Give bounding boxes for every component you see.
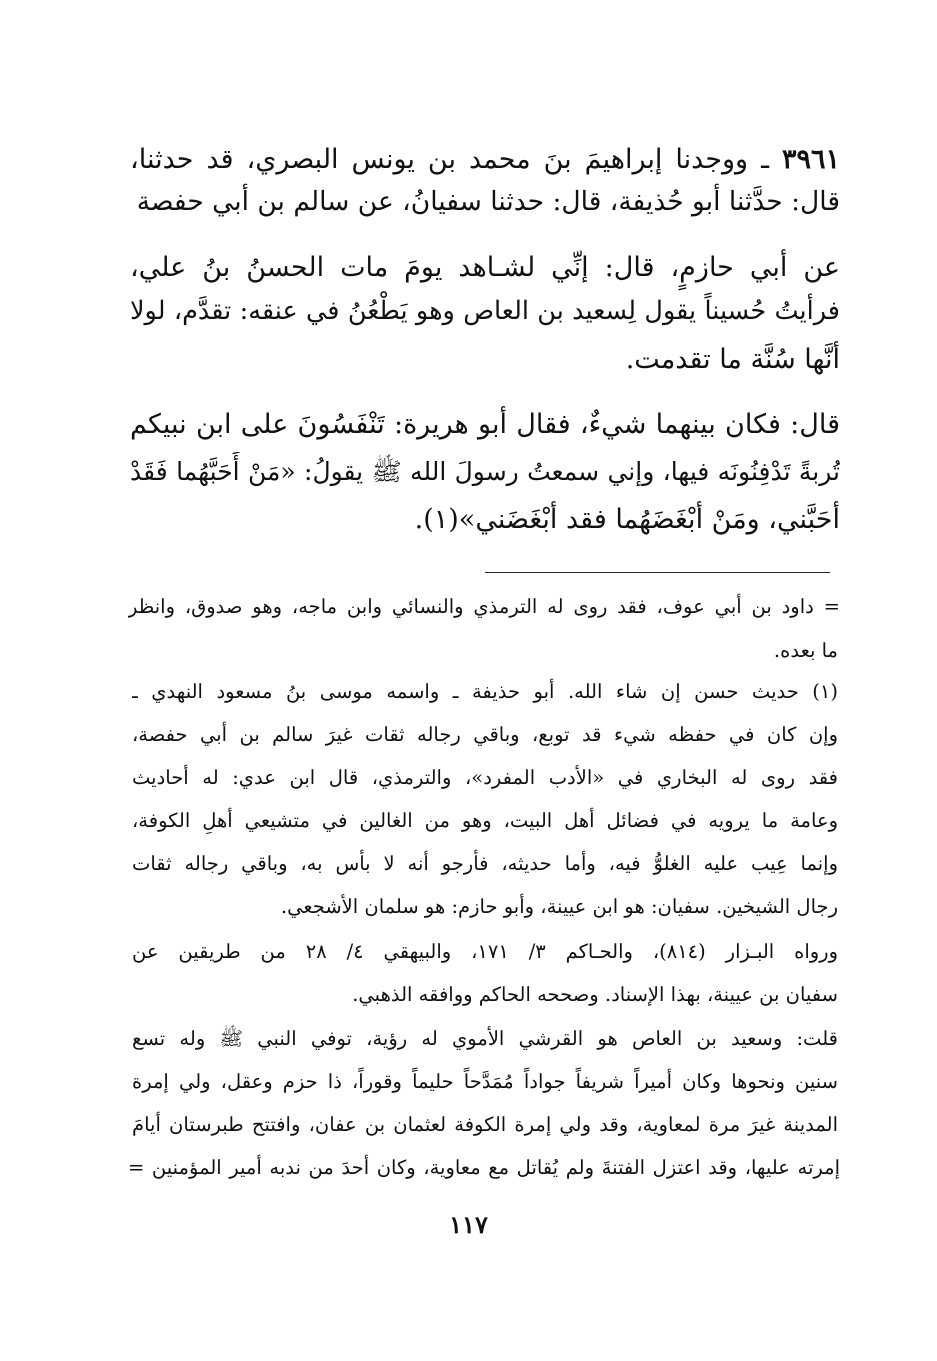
main-line: أَحَبَّني، ومَنْ أَبْغَضَهُما فقد أَبْغَضَني»(١). [414, 504, 840, 535]
footnote-line: المدينة غيرَ مرة لمعاوية، وقد ولي إمرة الكوفة لعثمان بن عفان، وافتتح طبرستان أيامَ [132, 1113, 838, 1136]
main-line: عن أبي حازمٍ، قال: إنِّي لشـاهد يومَ مات الحسنُ بنُ علي، [130, 252, 840, 283]
footnote-line: فقد روى له البخاري في «الأدب المفرد»، والترمذي، قال ابن عدي: له أحاديث [132, 766, 838, 789]
main-line: قال: فكان بينهما شيءٌ، فقال أبو هريرة: تَنْفَسُونَ على ابن نبيكم [130, 409, 840, 440]
main-line: فرأيتُ حُسيناً يقول لِسعيد بن العاص وهو يَطْعُنُ في عنقه: تقدَّم، لولا [130, 296, 840, 326]
footnote-line: ورواه البـزار (٨١٤)، والحـاكم ٣/ ١٧١، والبيهقي ٤/ ٢٨ من طريقين عن [132, 940, 838, 963]
footnote-line: رجال الشيخين. سفيان: هو ابن عيينة، وأبو حازم: هو سلمان الأشجعي. [280, 895, 838, 918]
footnote-line: وإنما عِيب عليه الغلوُّ فيه، وأما حديثه، فأرجو أنه لا بأس به، وباقي رجاله ثقات [132, 852, 838, 875]
hadith-number: ٣٩٦١ [781, 144, 840, 175]
footnote-line: سفيان بن عيينة، بهذا الإسناد. وصححه الحاكم ووافقه الذهبي. [352, 983, 838, 1006]
main-line: تُربةً تَدْفِنُونَه فيها، وإني سمعتُ رسولَ الله ﷺ يقولُ: «مَنْ أَحَبَّهُما فَقَدْ [130, 457, 840, 486]
footnote-line: = داود بن أبي عوف، فقد روى له الترمذي والنسائي وابن ماجه، وهو صدوق، وانظر [128, 595, 840, 618]
footnote-line: قلت: وسعيد بن العاص هو القرشي الأموي له رؤية، توفي النبي ﷺ وله تسع [132, 1027, 838, 1050]
main-line: ٣٩٦١ ـ ووجدنا إبراهيمَ بنَ محمد بن يونس البصري، قد حدثنا، [130, 144, 840, 175]
footnote-line: وعامة ما يرويه في فضائل أهل البيت، وهو من الغالين في متشيعي أهلِ الكوفة، [132, 809, 838, 832]
footnote-line: وإن كان في حفظه شيء قد توبع، وباقي رجاله ثقات غيرَ سالم بن أبي حفصة، [132, 723, 838, 746]
footnote-line: (١) حديث حسن إن شاء الله. أبو حذيفة ـ واسمه موسى بنُ مسعود النهدي ـ [132, 680, 838, 703]
page-number: ١١٧ [449, 1210, 488, 1239]
footnote-separator [485, 572, 830, 573]
footnote-line: سنين ونحوها وكان أميراً شريفاً جواداً مُمَدَّحاً حليماً وقوراً، ذا حزم وعقل، ولي إمرة [132, 1070, 838, 1093]
footnote-line: ما بعده. [773, 639, 838, 662]
main-line: أنَّها سُنَّة ما تقدمت. [625, 344, 840, 375]
main-line: قال: حدَّثنا أبو حُذيفة، قال: حدثنا سفيانُ، عن سالم بن أبي حفصة [136, 186, 840, 217]
footnote-line: إمرته عليها، وقد اعتزل الفتنةَ ولم يُقاتل مع معاوية، وكان أحدَ من ندبه أمير المؤمنين = [128, 1156, 840, 1179]
